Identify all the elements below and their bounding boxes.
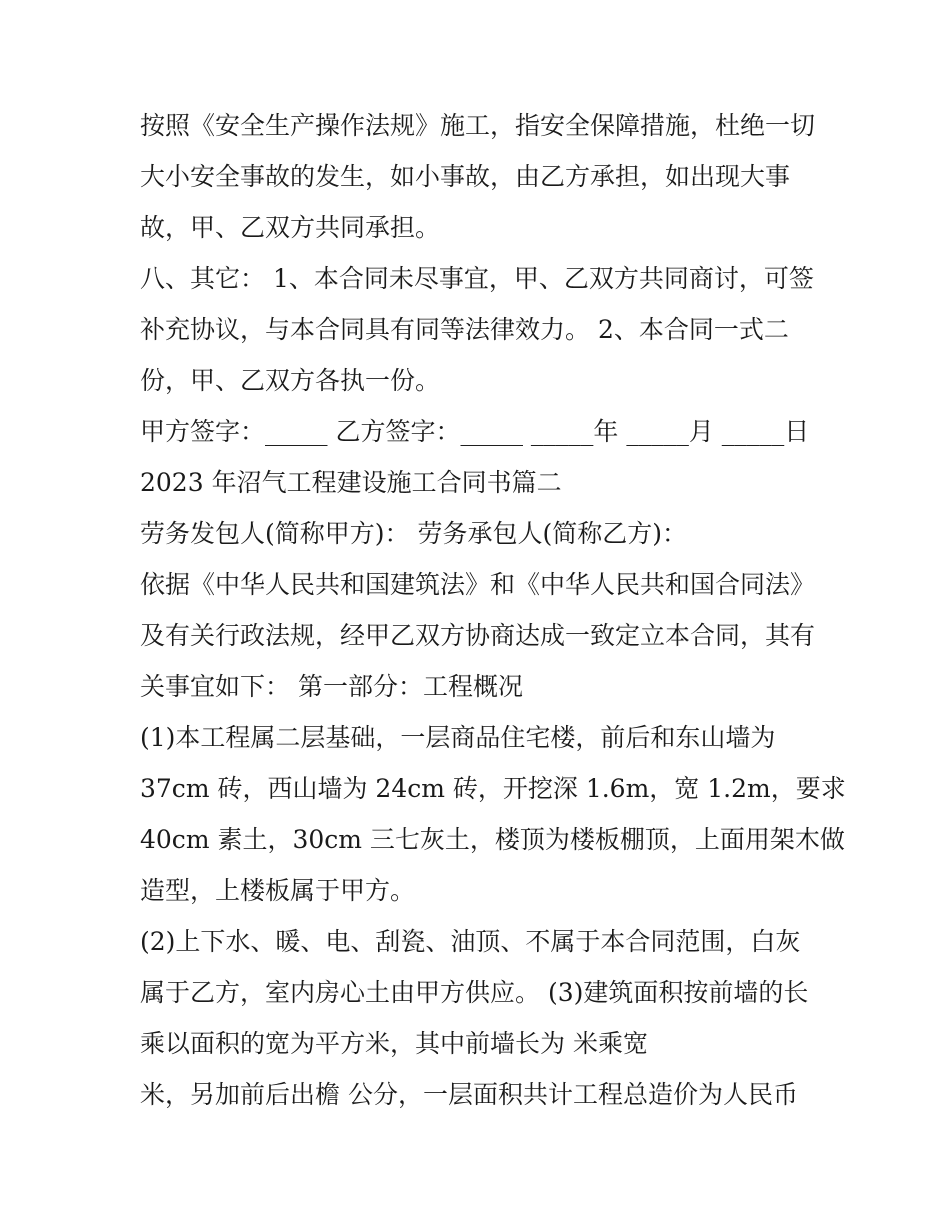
text-line: 八、其它： 1、本合同未尽事宜，甲、乙双方共同商讨，可签 [140, 264, 814, 293]
text-line: 米，另加前后出檐 公分，一层面积共计工程总造价为人民币 [140, 1080, 798, 1109]
text-line: 依据《中华人民共和国建筑法》和《中华人民共和国合同法》 [140, 570, 816, 599]
text-line: (1)本工程属二层基础，一层商品住宅楼，前后和东山墙为 [140, 723, 776, 752]
text-line: 关事宜如下： 第一部分：工程概况 [140, 672, 523, 701]
text-line: 按照《安全生产操作法规》施工，指安全保障措施，杜绝一切 [140, 111, 816, 140]
text-line: (2)上下水、暖、电、刮瓷、油顶、不属于本合同范围，白灰 [140, 927, 801, 956]
text-line: 乘以面积的宽为平方米，其中前墙长为 米乘宽 [140, 1029, 648, 1058]
text-line: 造型，上楼板属于甲方。 [140, 876, 416, 905]
text-line: 补充协议，与本合同具有同等法律效力。 2、本合同一式二 [140, 315, 789, 344]
parties-line: 劳务发包人(简称甲方)： 劳务承包人(简称乙方)： [140, 519, 687, 548]
text-line: 属于乙方，室内房心土由甲方供应。 (3)建筑面积按前墙的长 [140, 978, 809, 1007]
signature-line: 甲方签字：_____ 乙方签字：_____ _____年 _____月 _____日 [140, 417, 810, 446]
text-line: 大小安全事故的发生，如小事故，由乙方承担，如出现大事 [140, 162, 791, 191]
text-line: 及有关行政法规，经甲乙双方协商达成一致定立本合同，其有 [140, 621, 816, 650]
text-line: 37cm 砖，西山墙为 24cm 砖，开挖深 1.6m，宽 1.2m，要求 [140, 774, 846, 803]
section-title: 2023 年沼气工程建设施工合同书篇二 [140, 468, 562, 497]
text-line: 份，甲、乙双方各执一份。 [140, 366, 441, 395]
text-line: 40cm 素土，30cm 三七灰土，楼顶为楼板棚顶，上面用架木做 [140, 825, 845, 854]
text-line: 故，甲、乙双方共同承担。 [140, 213, 441, 242]
contract-body-text [140, 100, 846, 1120]
